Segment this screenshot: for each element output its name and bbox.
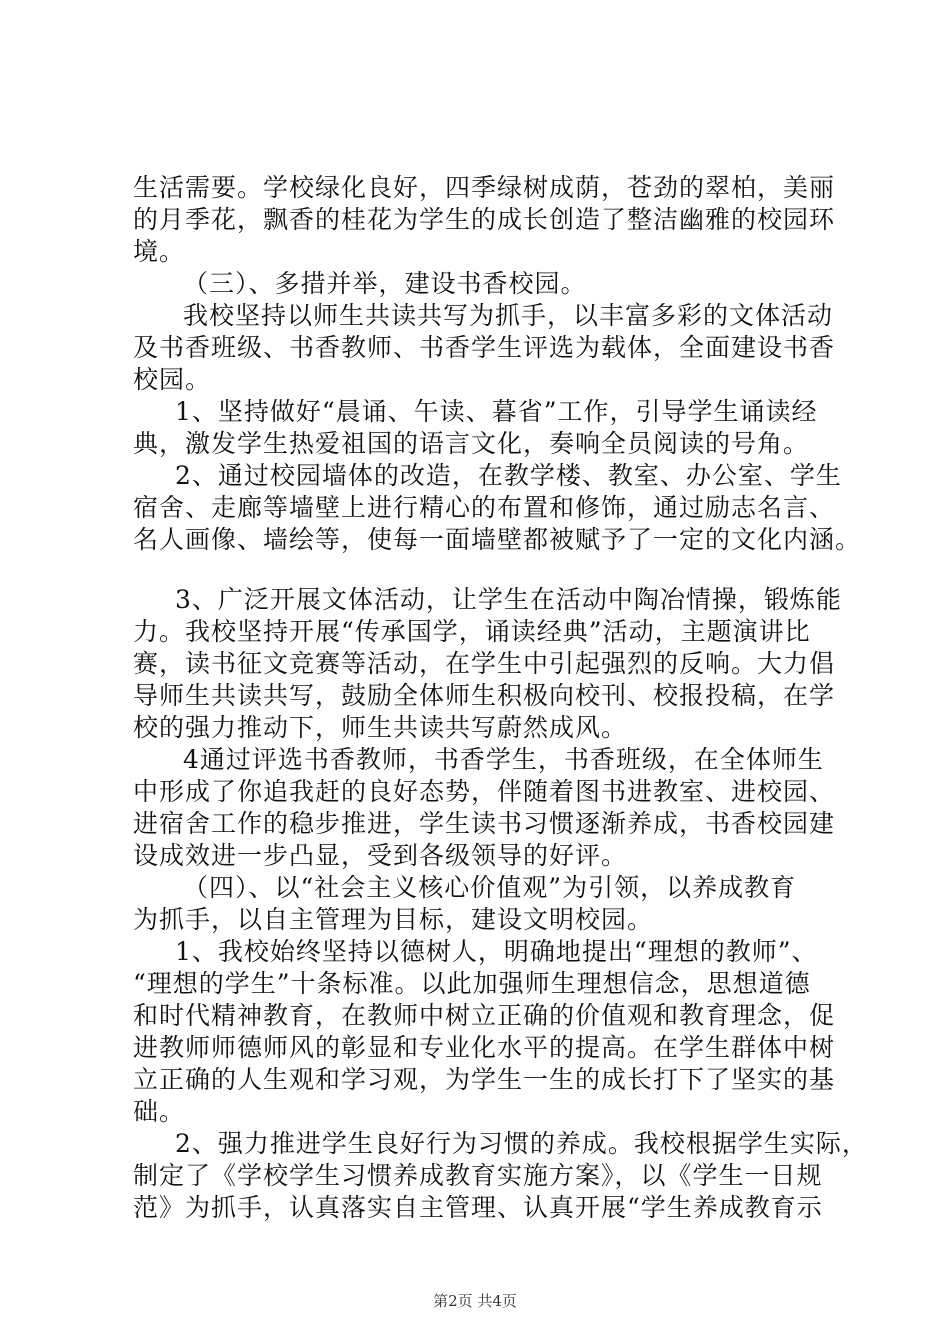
text-line: 3、广泛开展文体活动，让学生在活动中陶冶情操，锻炼能 bbox=[175, 585, 842, 614]
text-line: 名人画像、墙绘等，使每一面墙壁都被赋予了一定的文化内涵。 bbox=[133, 525, 862, 554]
text-line: 范》为抓手，认真落实自主管理、认真开展“学生养成教育示 bbox=[133, 1193, 823, 1222]
text-line: “理想的学生”十条标准。以此加强师生理想信念，思想道德 bbox=[133, 969, 811, 998]
body-text bbox=[133, 172, 868, 1224]
section-heading: （三）、多措并举，建设书香校园。 bbox=[183, 269, 587, 298]
text-line: 制定了《学校学生习惯养成教育实施方案》，以《学生一日规 bbox=[133, 1161, 823, 1190]
text-line: 的月季花，飘香的桂花为学生的成长创造了整洁幽雅的校园环 bbox=[133, 205, 836, 234]
text-line: 典，激发学生热爱祖国的语言文化，奏响全员阅读的号角。 bbox=[133, 429, 810, 458]
text-line: 宿舍、走廊等墙壁上进行精心的布置和修饰，通过励志名言、 bbox=[133, 493, 836, 522]
text-line: 立正确的人生观和学习观，为学生一生的成长打下了坚实的基 bbox=[133, 1065, 836, 1094]
page-footer: 第2页 共4页 bbox=[433, 1292, 517, 1310]
text-line: 进教师师德师风的彰显和专业化水平的提高。在学生群体中树 bbox=[133, 1033, 836, 1062]
section-heading: （四）、以“社会主义核心价值观”为引领，以养成教育 bbox=[183, 873, 797, 902]
text-line: 校的强力推动下，师生共读共写蔚然成风。 bbox=[133, 713, 628, 742]
text-line: 导师生共读共写，鼓励全体师生积极向校刊、校报投稿，在学 bbox=[133, 681, 836, 710]
text-line: 中形成了你追我赶的良好态势，伴随着图书进教室、进校园、 bbox=[133, 777, 836, 806]
text-line: 境。 bbox=[133, 237, 186, 266]
text-line: 2、通过校园墙体的改造，在教学楼、教室、办公室、学生 bbox=[175, 461, 842, 490]
text-line: 2、强力推进学生良好行为习惯的养成。我校根据学生实际， bbox=[175, 1129, 868, 1158]
text-line: 生活需要。学校绿化良好，四季绿树成荫，苍劲的翠柏，美丽 bbox=[133, 173, 836, 202]
text-line: 设成效进一步凸显，受到各级领导的好评。 bbox=[133, 841, 628, 870]
text-line: 校园。 bbox=[133, 365, 212, 394]
text-line: 及书香班级、书香教师、书香学生评选为载体，全面建设书香 bbox=[133, 333, 836, 362]
text-line: 赛，读书征文竞赛等活动，在学生中引起强烈的反响。大力倡 bbox=[133, 649, 836, 678]
paragraph-gap bbox=[133, 556, 853, 584]
text-line: 进宿舍工作的稳步推进，学生读书习惯逐渐养成，书香校园建 bbox=[133, 809, 836, 838]
text-line: 我校坚持以师生共读共写为抓手，以丰富多彩的文体活动 bbox=[183, 301, 834, 330]
text-line: 为抓手，以自主管理为目标，建设文明校园。 bbox=[133, 905, 654, 934]
text-line: 1、坚持做好“晨诵、午读、暮省”工作，引导学生诵读经 bbox=[175, 397, 818, 426]
text-line: 4通过评选书香教师，书香学生，书香班级，在全体师生 bbox=[183, 745, 824, 774]
text-line: 础。 bbox=[133, 1097, 186, 1126]
text-line: 力。我校坚持开展“传承国学，诵读经典”活动，主题演讲比 bbox=[133, 617, 811, 646]
text-line: 1、我校始终坚持以德树人，明确地提出“理想的教师”、 bbox=[175, 937, 818, 966]
text-line: 和时代精神教育，在教师中树立正确的价值观和教育理念，促 bbox=[133, 1001, 836, 1030]
